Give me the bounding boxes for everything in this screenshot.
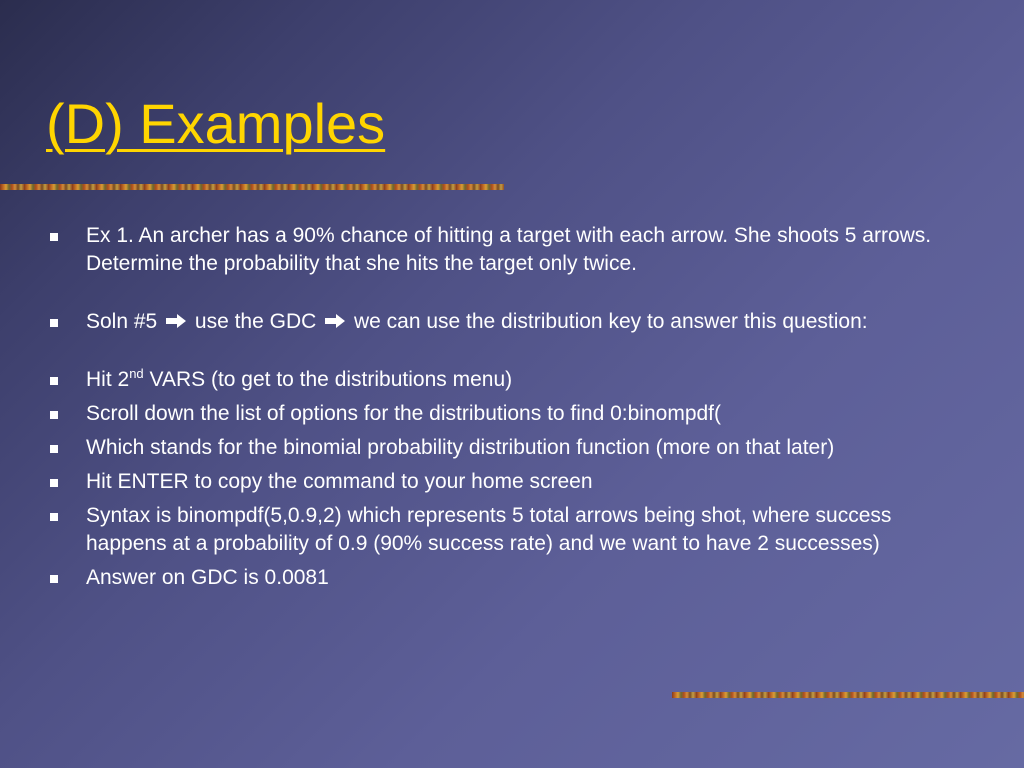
bullet-text: Answer on GDC is 0.0081 (86, 566, 329, 589)
square-bullet-icon (50, 479, 58, 487)
bullet-item-answer (46, 564, 946, 592)
square-bullet-icon (50, 377, 58, 385)
slide-title: (D) Examples (46, 92, 386, 155)
bullet-text-part: VARS (to get to the distributions menu) (143, 368, 513, 391)
bullet-text: Scroll down the list of options for the distributions to find 0:binompdf( (86, 402, 722, 425)
bullet-item-enter (46, 468, 946, 496)
bullet-list (46, 222, 946, 592)
square-bullet-icon (50, 575, 58, 583)
bullet-text: Ex 1. An archer has a 90% chance of hitting a target with each arrow. She shoots 5 arrows. Determine the probability that she hits the target only twice. (86, 224, 932, 275)
bullet-text: Hit ENTER to copy the command to your home screen (86, 470, 593, 493)
decorative-divider-top (0, 184, 504, 190)
bullet-item-syntax (46, 502, 946, 558)
bullet-text-part: Soln #5 (86, 310, 164, 333)
bullet-item-binomial (46, 434, 946, 462)
square-bullet-icon (50, 319, 58, 327)
right-arrow-icon (165, 313, 187, 329)
square-bullet-icon (50, 233, 58, 241)
bullet-text-part: we can use the distribution key to answer this question: (348, 310, 868, 333)
square-bullet-icon (50, 513, 58, 521)
bullet-item-scroll (46, 400, 946, 428)
bullet-text: Which stands for the binomial probability distribution function (more on that later) (86, 436, 835, 459)
bullet-item-example (46, 222, 946, 278)
square-bullet-icon (50, 411, 58, 419)
bullet-item-solution (46, 308, 946, 336)
bullet-text-part: use the GDC (189, 310, 323, 333)
bullet-text-part: Hit 2 (86, 368, 130, 391)
right-arrow-icon (324, 313, 346, 329)
square-bullet-icon (50, 445, 58, 453)
bullet-text: Syntax is binompdf(5,0.9,2) which represents 5 total arrows being shot, where success happens at a probability of 0.9 (90% success rate) and we want to have 2 successes) (86, 504, 892, 555)
superscript-text: nd (129, 366, 144, 381)
bullet-item-hit-vars (46, 366, 946, 394)
decorative-divider-bottom-right (672, 692, 1024, 698)
